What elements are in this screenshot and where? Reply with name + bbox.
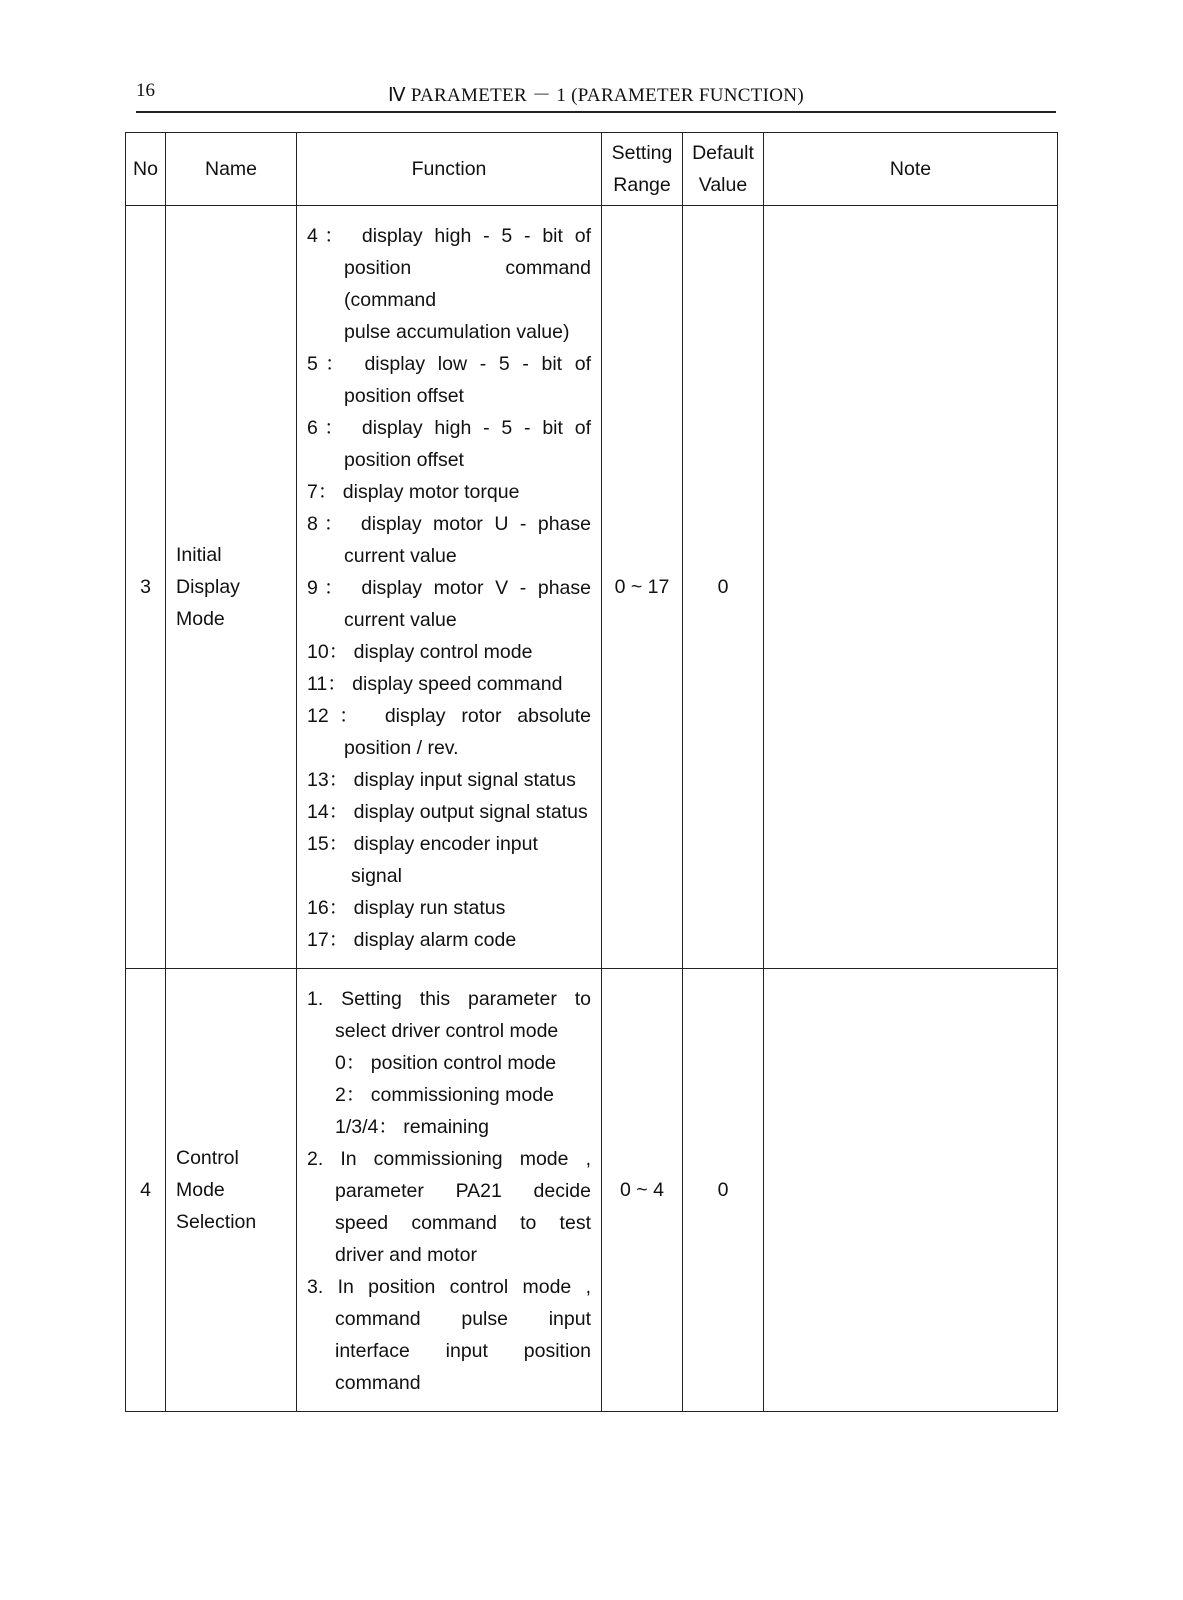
row-name-line: Initial (176, 544, 222, 566)
function-line: 2. In commissioning mode , (307, 1148, 591, 1170)
row-no: 3 (126, 206, 166, 969)
row-note (764, 969, 1058, 1412)
row-name-line: Selection (176, 1211, 257, 1233)
row-name-line: Control (176, 1147, 239, 1169)
col-header-setting-range (602, 133, 683, 206)
row-function (297, 969, 602, 1412)
function-line: 0： position control mode (335, 1052, 557, 1074)
function-line: 15： display encoder input (307, 833, 538, 855)
row-setting-range: 0 ~ 4 (602, 969, 683, 1412)
parameter-table (125, 132, 1058, 1412)
col-header-default-value-line1: Default (692, 142, 754, 164)
row-name (166, 206, 297, 969)
row-no: 4 (126, 969, 166, 1412)
function-line: 14： display output signal status (307, 801, 588, 823)
function-line: 1/3/4： remaining (335, 1116, 489, 1138)
function-line: speed command to test (335, 1212, 591, 1234)
col-header-setting-range-line1: Setting (611, 142, 673, 164)
function-line: 3. In position control mode , (307, 1276, 591, 1298)
col-header-name: Name (166, 133, 297, 206)
row-function (297, 206, 602, 969)
row-default-value: 0 (683, 969, 764, 1412)
function-line: interface input position (335, 1340, 591, 1362)
row-name-line: Mode (176, 1179, 225, 1201)
row-name (166, 969, 297, 1412)
function-line: 5： display low - 5 - bit of (307, 353, 591, 375)
row-default-value: 0 (683, 206, 764, 969)
row-setting-range: 0 ~ 17 (602, 206, 683, 969)
function-line: 11： display speed command (307, 673, 563, 695)
col-header-default-value-line2: Value (698, 174, 748, 196)
col-header-no: No (126, 133, 166, 206)
col-header-setting-range-line2: Range (613, 174, 671, 196)
function-line: position offset (344, 449, 464, 471)
col-header-default-value (683, 133, 764, 206)
function-line: current value (344, 609, 457, 631)
row-name-line: Display (176, 576, 240, 598)
function-line: 9： display motor V - phase (307, 577, 591, 599)
table-row (126, 206, 1058, 969)
function-line: signal (351, 865, 402, 887)
page-header (136, 75, 1056, 113)
page-heading: Ⅳ PARAMETER － 1 (PARAMETER FUNCTION) (388, 85, 804, 106)
function-line: position offset (344, 385, 464, 407)
function-line: 13： display input signal status (307, 769, 576, 791)
function-line: position / rev. (344, 737, 459, 759)
function-line: command (335, 1372, 421, 1394)
function-line: 1. Setting this parameter to (307, 988, 591, 1010)
function-line: 12： display rotor absolute (307, 705, 591, 727)
table-header-row (126, 133, 1058, 206)
function-line: 2： commissioning mode (335, 1084, 554, 1106)
row-note (764, 206, 1058, 969)
table-row (126, 969, 1058, 1412)
function-line: 4： display high - 5 - bit of (307, 225, 591, 247)
function-line: driver and motor (335, 1244, 477, 1266)
col-header-function: Function (297, 133, 602, 206)
function-line: select driver control mode (335, 1020, 559, 1042)
function-line: command pulse input (335, 1308, 591, 1330)
function-line: parameter PA21 decide (335, 1180, 591, 1202)
col-header-note: Note (764, 133, 1058, 206)
function-line: 10： display control mode (307, 641, 533, 663)
function-line: 8： display motor U - phase (307, 513, 591, 535)
function-line: current value (344, 545, 457, 567)
function-line: 17： display alarm code (307, 929, 517, 951)
function-line: 6： display high - 5 - bit of (307, 417, 591, 439)
function-line: position command (command (344, 257, 591, 311)
function-line: 16： display run status (307, 897, 506, 919)
function-line: pulse accumulation value) (344, 321, 570, 343)
row-name-line: Mode (176, 608, 225, 630)
page-number: 16 (136, 80, 155, 101)
function-line: 7： display motor torque (307, 481, 520, 503)
